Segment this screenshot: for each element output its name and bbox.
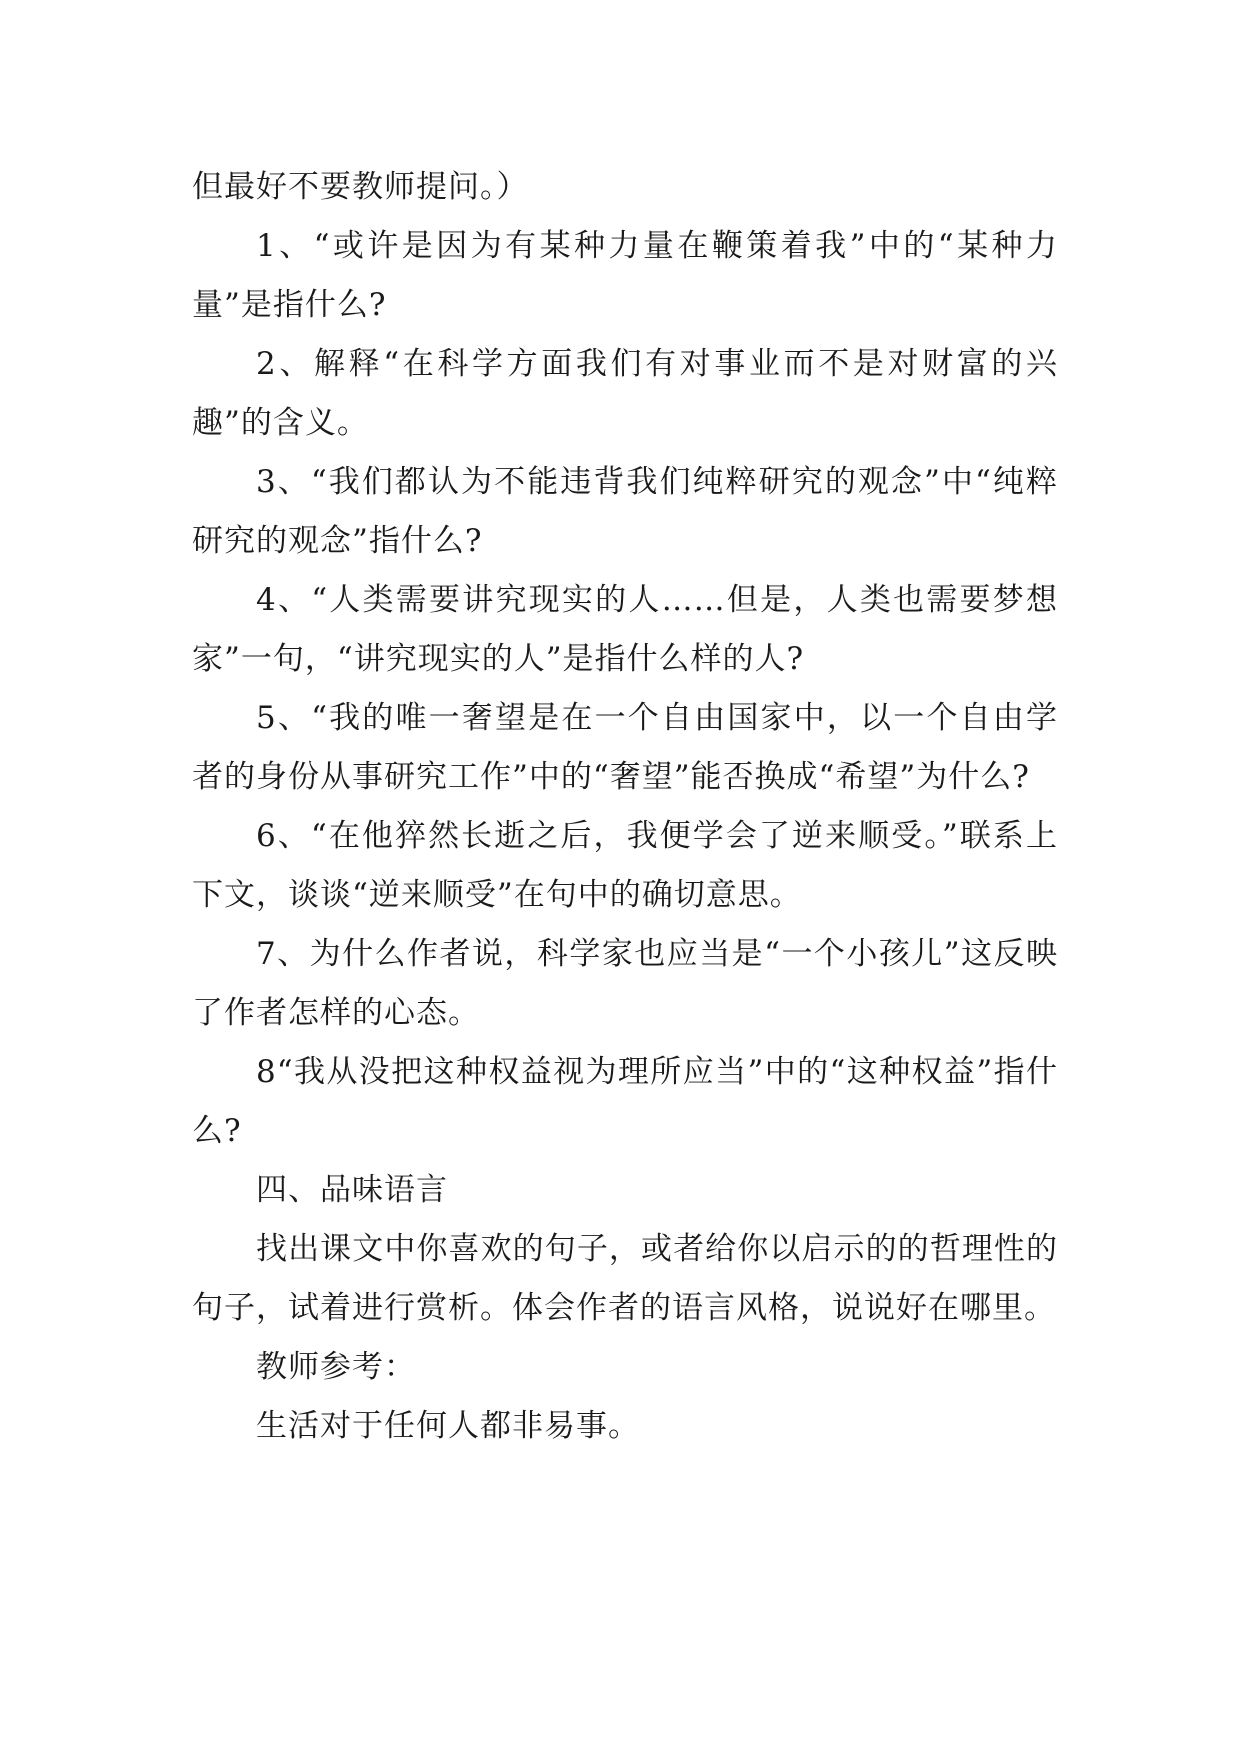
- question-1: 1、“或许是因为有某种力量在鞭策着我”中的“某种力量”是指什么?: [192, 228, 1058, 323]
- question-8: 8“我从没把这种权益视为理所应当”中的“这种权益”指什么?: [192, 1054, 1058, 1149]
- question-7: 7、为什么作者说，科学家也应当是“一个小孩儿”这反映了作者怎样的心态。: [192, 936, 1058, 1031]
- reference-sentence: 生活对于任何人都非易事。: [256, 1408, 640, 1444]
- question-5: 5、“我的唯一奢望是在一个自由国家中，以一个自由学者的身份从事研究工作”中的“奢望”能否换成“希望”为什么?: [192, 700, 1058, 795]
- instruction-paragraph: 找出课文中你喜欢的句子，或者给你以启示的的哲理性的句子，试着进行赏析。体会作者的语言风格，说说好在哪里。: [192, 1231, 1058, 1326]
- section-heading: 四、品味语言: [256, 1172, 448, 1208]
- question-6: 6、“在他猝然长逝之后，我便学会了逆来顺受。”联系上下文，谈谈“逆来顺受”在句中的确切意思。: [192, 818, 1058, 913]
- question-3: 3、“我们都认为不能违背我们纯粹研究的观念”中“纯粹研究的观念”指什么?: [192, 464, 1058, 559]
- question-4: 4、“人类需要讲究现实的人……但是，人类也需要梦想家”一句，“讲究现实的人”是指什么样的人?: [192, 582, 1058, 677]
- question-2: 2、解释“在科学方面我们有对事业而不是对财富的兴趣”的含义。: [192, 346, 1058, 441]
- body-text: [192, 158, 1058, 1456]
- teacher-reference-label: 教师参考：: [256, 1349, 416, 1385]
- paragraph-continuation: 但最好不要教师提问。）: [192, 169, 529, 205]
